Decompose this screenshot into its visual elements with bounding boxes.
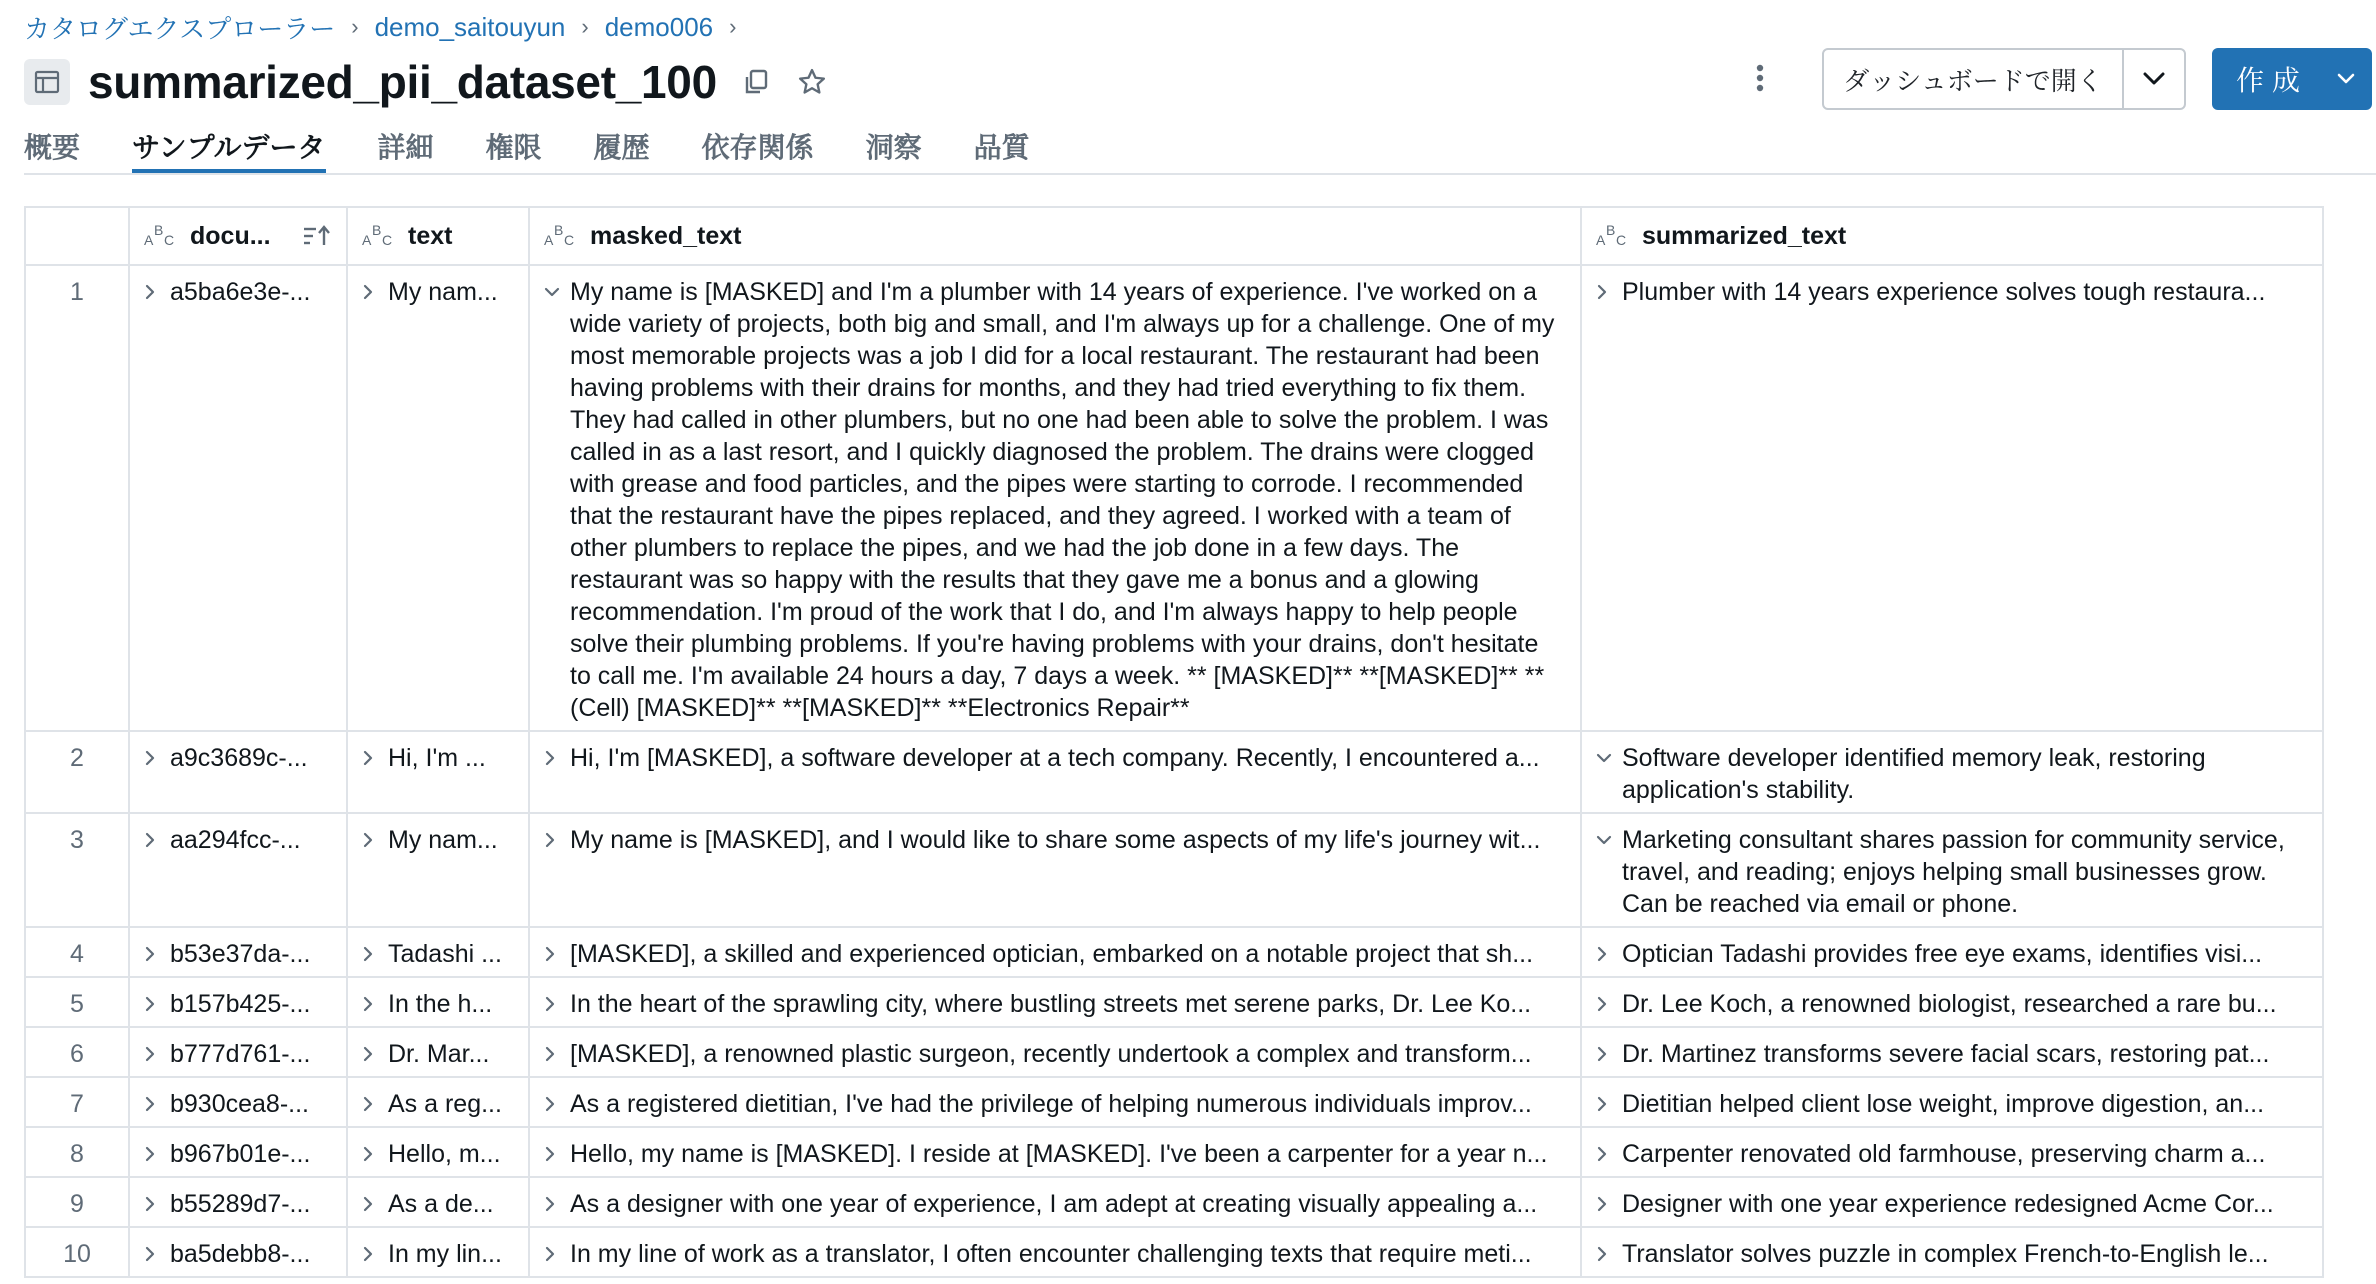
string-type-icon: A B C [144, 222, 174, 248]
chevron-right-icon[interactable] [144, 1038, 166, 1070]
cell-value: Translator solves puzzle in complex French-to-English le... [1622, 1240, 2269, 1268]
chevron-right-icon[interactable] [362, 742, 384, 774]
cell-value: Hi, I'm ... [388, 744, 486, 772]
tabs-divider [24, 173, 2376, 175]
cell-value: Dr. Lee Koch, a renowned biologist, researched a rare bu... [1622, 990, 2277, 1018]
sort-icon[interactable] [302, 224, 332, 248]
cell-value: Software developer identified memory leak, restoring application's stability. [1622, 744, 2206, 804]
tab-lineage[interactable]: 依存関係 [701, 132, 814, 163]
cell-masked-text[interactable] [529, 1027, 1581, 1077]
sample-data-table [24, 206, 2324, 1278]
chevron-right-icon[interactable] [544, 1138, 566, 1170]
chevron-right-icon[interactable] [544, 1188, 566, 1220]
table-row [25, 977, 2323, 1027]
cell-masked-text[interactable] [529, 265, 1581, 731]
chevron-right-icon[interactable] [544, 938, 566, 970]
cell-value: Hello, my name is [MASKED]. I reside at [MASKED]. I've been a carpenter for a year n... [570, 1140, 1548, 1168]
chevron-right-icon[interactable] [144, 742, 166, 774]
table-row [25, 927, 2323, 977]
cell-value: Marketing consultant shares passion for community service, travel, and reading; enjoys helping small businesses grow. Can be reached via email or phone. [1622, 826, 2285, 918]
cell-masked-text[interactable] [529, 813, 1581, 927]
chevron-right-icon[interactable] [144, 1088, 166, 1120]
row-number: 3 [25, 813, 129, 927]
cell-document-id[interactable] [129, 1227, 347, 1277]
row-number: 7 [25, 1077, 129, 1127]
chevron-right-icon[interactable] [1596, 988, 1618, 1020]
chevron-down-icon[interactable] [1596, 824, 1618, 856]
cell-value: b53e37da-... [170, 940, 311, 968]
cell-summarized-text[interactable] [1581, 977, 2323, 1027]
table-row [25, 1027, 2323, 1077]
cell-summarized-text[interactable] [1581, 1127, 2323, 1177]
table-row [25, 265, 2323, 731]
page-title: summarized_pii_dataset_100 [88, 56, 717, 108]
cell-document-id[interactable] [129, 1127, 347, 1177]
cell-masked-text[interactable] [529, 1077, 1581, 1127]
tab-permissions[interactable]: 権限 [485, 132, 542, 163]
cell-masked-text[interactable] [529, 977, 1581, 1027]
cell-value: My name is [MASKED] and I'm a plumber with 14 years of experience. I've worked on a wide variety of projects, both big and small, and I'm always up for a challenge. One of my most memorable projects was a job I did for a local restaurant. The restaurant had been having problems with their drains for months, and they had tried everything to fix them. They had called in other plumbers, but no one had been able to solve the problem. I was called in as a last resort, and I quickly diagnosed the problem. The drains were clogged with grease and food particles, and the pipes were starting to corrode. I recommended that the restaurant have the pipes replaced, and they agreed. I worked with a team of other plumbers to replace the pipes, and we had the job done in a few days. The restaurant was so happy with the results that they gave me a bonus and a glowing recommendation. I'm proud of the work that I do, and I'm always happy to help people solve their plumbing problems. If you're having problems with your drains, don't hesitate to call me. I'm available 24 hours a day, 7 days a week. ** [MASKED]** **[MASKED]** **(Cell) [MASKED]** **[MASKED]** **Electronics Repair** [570, 278, 1555, 722]
row-number: 9 [25, 1177, 129, 1227]
cell-value: Designer with one year experience redesigned Acme Cor... [1622, 1190, 2274, 1218]
row-number: 2 [25, 731, 129, 813]
cell-value: My nam... [388, 826, 498, 854]
cell-text[interactable] [347, 1027, 529, 1077]
cell-summarized-text[interactable] [1581, 1177, 2323, 1227]
chevron-right-icon[interactable] [144, 988, 166, 1020]
cell-value: As a de... [388, 1190, 494, 1218]
cell-value: a5ba6e3e-... [170, 278, 311, 306]
create-button-label: 作成 [2235, 65, 2308, 96]
string-type-icon: A B C [362, 222, 392, 248]
chevron-right-icon[interactable] [544, 1038, 566, 1070]
cell-document-id[interactable] [129, 265, 347, 731]
cell-document-id[interactable] [129, 1027, 347, 1077]
cell-summarized-text[interactable] [1581, 731, 2323, 813]
breadcrumb-separator-icon: › [729, 14, 737, 39]
cell-value: As a designer with one year of experience, I am adept at creating visually appealing a... [570, 1190, 1538, 1218]
cell-masked-text[interactable] [529, 927, 1581, 977]
chevron-right-icon[interactable] [362, 824, 384, 856]
tab-history[interactable]: 履歴 [593, 132, 650, 163]
chevron-right-icon[interactable] [362, 938, 384, 970]
column-header-text[interactable] [347, 207, 529, 265]
cell-value: In my lin... [388, 1240, 502, 1268]
row-number: 4 [25, 927, 129, 977]
string-type-icon: A B C [544, 222, 574, 248]
chevron-right-icon[interactable] [1596, 276, 1618, 308]
more-options-icon[interactable] [1740, 56, 1780, 100]
cell-value: b967b01e-... [170, 1140, 311, 1168]
chevron-right-icon[interactable] [1596, 1038, 1618, 1070]
cell-value: aa294fcc-... [170, 826, 301, 854]
cell-text[interactable] [347, 265, 529, 731]
row-number: 10 [25, 1227, 129, 1277]
cell-text[interactable] [347, 1177, 529, 1227]
breadcrumb-catalog[interactable]: demo_saitouyun [374, 11, 566, 42]
breadcrumb-separator-icon: › [351, 14, 359, 39]
table-row [25, 1127, 2323, 1177]
cell-value: Carpenter renovated old farmhouse, preserving charm a... [1622, 1140, 2266, 1168]
cell-document-id[interactable] [129, 977, 347, 1027]
cell-text[interactable] [347, 977, 529, 1027]
cell-masked-text[interactable] [529, 1177, 1581, 1227]
cell-value: [MASKED], a renowned plastic surgeon, recently undertook a complex and transform... [570, 1040, 1532, 1068]
tab-bar [24, 122, 1082, 174]
cell-document-id[interactable] [129, 813, 347, 927]
chevron-right-icon[interactable] [1596, 1238, 1618, 1270]
cell-summarized-text[interactable] [1581, 927, 2323, 977]
chevron-right-icon[interactable] [362, 1038, 384, 1070]
chevron-right-icon[interactable] [144, 1238, 166, 1270]
chevron-right-icon[interactable] [144, 1188, 166, 1220]
table-icon [24, 59, 70, 105]
cell-value: Plumber with 14 years experience solves tough restaura... [1622, 278, 2266, 306]
cell-value: In my line of work as a translator, I often encounter challenging texts that require meti... [570, 1240, 1532, 1268]
chevron-right-icon[interactable] [1596, 1138, 1618, 1170]
cell-value: b930cea8-... [170, 1090, 309, 1118]
chevron-down-icon[interactable] [2324, 73, 2368, 85]
column-header-label: docu... [190, 221, 271, 250]
chevron-right-icon[interactable] [544, 824, 566, 856]
chevron-down-icon[interactable] [1596, 742, 1618, 774]
cell-document-id[interactable] [129, 1077, 347, 1127]
cell-value: b157b425-... [170, 990, 311, 1018]
column-header-masked-text[interactable] [529, 207, 1581, 265]
cell-value: My nam... [388, 278, 498, 306]
column-header-summarized-text[interactable] [1581, 207, 2323, 265]
column-header-document-id[interactable] [129, 207, 347, 265]
breadcrumb [24, 10, 752, 44]
cell-value: As a reg... [388, 1090, 502, 1118]
chevron-right-icon[interactable] [1596, 938, 1618, 970]
cell-value: In the h... [388, 990, 493, 1018]
cell-summarized-text[interactable] [1581, 1077, 2323, 1127]
row-number: 6 [25, 1027, 129, 1077]
cell-text[interactable] [347, 927, 529, 977]
cell-value: a9c3689c-... [170, 744, 308, 772]
chevron-right-icon[interactable] [362, 276, 384, 308]
title-row [24, 54, 833, 110]
string-type-icon: A B C [1596, 222, 1626, 248]
cell-value: [MASKED], a skilled and experienced optician, embarked on a notable project that sh... [570, 940, 1534, 968]
table-row [25, 813, 2323, 927]
cell-text[interactable] [347, 1077, 529, 1127]
chevron-right-icon[interactable] [544, 1088, 566, 1120]
cell-value: In the heart of the sprawling city, where bustling streets met serene parks, Dr. Lee Ko... [570, 990, 1532, 1018]
row-number-header [25, 207, 129, 265]
cell-text[interactable] [347, 1227, 529, 1277]
table-header-row [25, 207, 2323, 265]
cell-value: Dr. Martinez transforms severe facial scars, restoring pat... [1622, 1040, 2270, 1068]
row-number: 1 [25, 265, 129, 731]
chevron-right-icon[interactable] [362, 988, 384, 1020]
tab-sample-data[interactable]: サンプルデータ [132, 122, 325, 174]
chevron-right-icon[interactable] [362, 1188, 384, 1220]
create-button[interactable] [2212, 48, 2372, 110]
cell-value: b777d761-... [170, 1040, 311, 1068]
cell-summarized-text[interactable] [1581, 1027, 2323, 1077]
chevron-down-icon [2143, 72, 2165, 86]
chevron-right-icon[interactable] [362, 1238, 384, 1270]
table-row [25, 731, 2323, 813]
cell-summarized-text[interactable] [1581, 1227, 2323, 1277]
cell-masked-text[interactable] [529, 1227, 1581, 1277]
cell-masked-text[interactable] [529, 1127, 1581, 1177]
star-icon[interactable] [791, 61, 833, 103]
cell-summarized-text[interactable] [1581, 265, 2323, 731]
cell-value: Tadashi ... [388, 940, 502, 968]
table-row [25, 1177, 2323, 1227]
chevron-right-icon[interactable] [144, 938, 166, 970]
tab-details[interactable]: 詳細 [377, 132, 434, 163]
breadcrumb-schema[interactable]: demo006 [604, 11, 714, 42]
cell-value: Hi, I'm [MASKED], a software developer at a tech company. Recently, I encountered a... [570, 744, 1540, 772]
chevron-right-icon[interactable] [544, 1238, 566, 1270]
column-header-label: text [408, 221, 453, 250]
cell-text[interactable] [347, 1127, 529, 1177]
cell-value: Dr. Mar... [388, 1040, 490, 1068]
chevron-right-icon[interactable] [544, 988, 566, 1020]
chevron-right-icon[interactable] [1596, 1188, 1618, 1220]
chevron-right-icon[interactable] [362, 1138, 384, 1170]
cell-document-id[interactable] [129, 1177, 347, 1227]
cell-value: Dietitian helped client lose weight, improve digestion, an... [1622, 1090, 2265, 1118]
breadcrumb-separator-icon: › [581, 14, 589, 39]
dashboard-dropdown-button[interactable] [2122, 48, 2186, 110]
cell-value: Optician Tadashi provides free eye exams, identifies visi... [1622, 940, 2263, 968]
cell-value: My name is [MASKED], and I would like to share some aspects of my life's journey wit... [570, 826, 1541, 854]
cell-value: ba5debb8-... [170, 1240, 311, 1268]
copy-icon[interactable] [735, 61, 777, 103]
chevron-down-icon[interactable] [544, 276, 566, 308]
cell-text[interactable] [347, 731, 529, 813]
cell-masked-text[interactable] [529, 731, 1581, 813]
column-header-label: masked_text [590, 221, 742, 250]
chevron-right-icon[interactable] [144, 276, 166, 308]
tab-quality[interactable]: 品質 [973, 132, 1030, 163]
cell-summarized-text[interactable] [1581, 813, 2323, 927]
open-dashboard-button[interactable]: ダッシュボードで開く [1822, 48, 2124, 110]
tab-overview[interactable]: 概要 [24, 132, 81, 163]
tab-insights[interactable]: 洞察 [865, 132, 922, 163]
chevron-right-icon[interactable] [362, 1088, 384, 1120]
cell-value: b55289d7-... [170, 1190, 311, 1218]
chevron-right-icon[interactable] [144, 824, 166, 856]
cell-value: As a registered dietitian, I've had the privilege of helping numerous individuals improv... [570, 1090, 1532, 1118]
table-row [25, 1227, 2323, 1277]
chevron-right-icon[interactable] [544, 742, 566, 774]
breadcrumb-catalog-explorer[interactable]: カタログエクスプローラー [24, 13, 336, 44]
cell-document-id[interactable] [129, 731, 347, 813]
table-row [25, 1077, 2323, 1127]
row-number: 5 [25, 977, 129, 1027]
chevron-right-icon[interactable] [144, 1138, 166, 1170]
column-header-label: summarized_text [1642, 221, 1847, 250]
chevron-right-icon[interactable] [1596, 1088, 1618, 1120]
cell-text[interactable] [347, 813, 529, 927]
cell-value: Hello, m... [388, 1140, 501, 1168]
row-number: 8 [25, 1127, 129, 1177]
cell-document-id[interactable] [129, 927, 347, 977]
